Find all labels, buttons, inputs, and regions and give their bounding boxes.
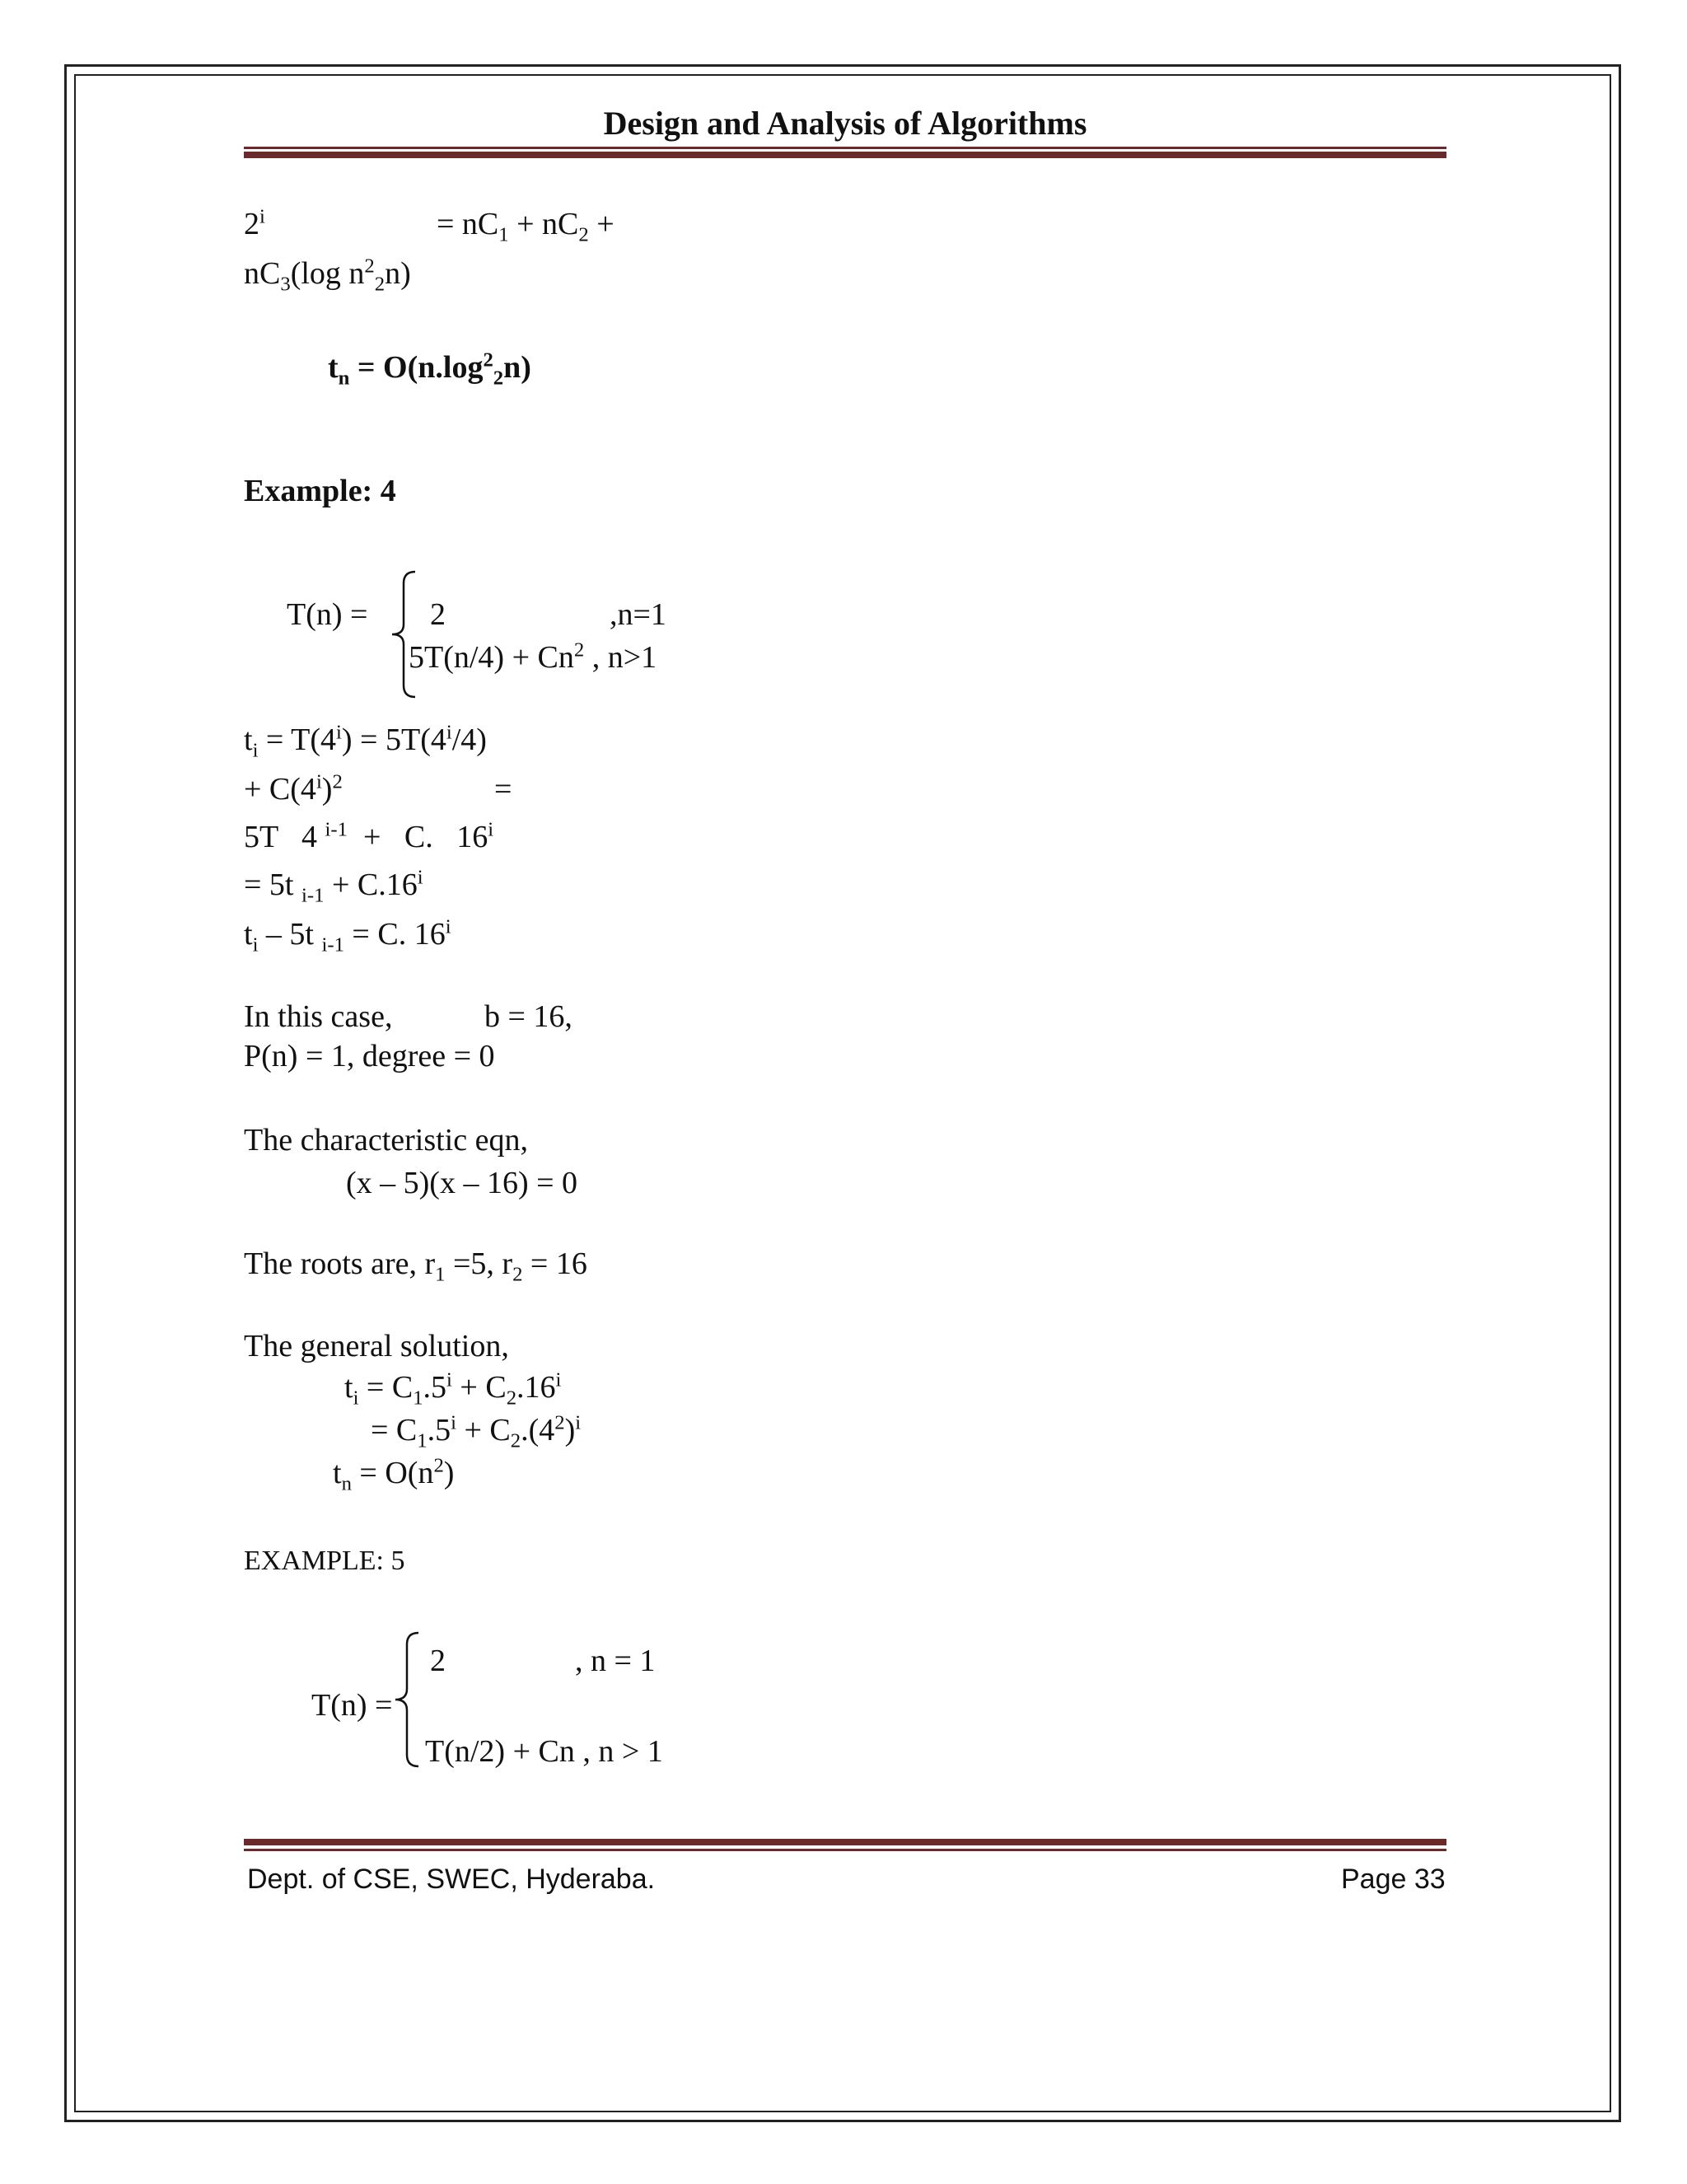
footer-page-number: Page 33 xyxy=(1341,1864,1446,1895)
eq-line-1b: = $nC_1 + nC_2$ + xyxy=(437,207,615,246)
ti-line-2-eq: = xyxy=(494,772,512,807)
ti-line-5: $t_i - 5t$ $_{i-1}$ = C. 16$^i$ xyxy=(244,915,451,956)
case-b-value: b = 16, xyxy=(484,999,572,1034)
ex5-case1-cond: , n = 1 xyxy=(575,1644,656,1678)
ex4-case2: $5T(n/4) + Cn^2$ , n>1 xyxy=(409,638,657,675)
eq-line-1a: 2$^i$ xyxy=(244,205,265,241)
ex4-tn-label: T(n) = xyxy=(287,597,368,632)
char-eqn: (x – 5)(x – 16) = 0 xyxy=(346,1166,578,1200)
example-5-heading: EXAMPLE: 5 xyxy=(244,1546,405,1576)
ex4-brace xyxy=(387,568,420,700)
footer-rule-thick xyxy=(244,1839,1446,1845)
ti-line-1: $t_i = T(4^i) = 5T(4^i/4)$ xyxy=(244,721,487,762)
roots-line: The roots are, $r_1 =5$, $r_2 = 16$ xyxy=(244,1246,587,1286)
pn-degree: P(n) = 1, degree = 0 xyxy=(244,1039,495,1073)
ex4-case1-cond: ,n=1 xyxy=(610,597,666,632)
result-tn-bold: $t_n = O(n.\log^2_2n)$ xyxy=(328,348,531,390)
general-solution-line-3: $t_n = O(n^2)$ xyxy=(333,1454,455,1495)
header-rule-thick xyxy=(244,152,1446,158)
char-eqn-label: The characteristic eqn, xyxy=(244,1123,528,1157)
case-text: In this case, xyxy=(244,999,393,1034)
example-4-heading: Example: 4 xyxy=(244,474,396,508)
eq-line-2: $nC_3(\log$ $n^2_2n$) xyxy=(244,255,411,296)
ex5-tn-label: T(n) = xyxy=(311,1688,393,1723)
ex5-case2: T(n/2) + Cn , n > 1 xyxy=(425,1734,663,1769)
ex4-case1-value: 2 xyxy=(430,597,446,632)
ti-line-3: 5T 4 $^{i-1}$ + C. 16$^i$ xyxy=(244,818,494,854)
ex5-case1-value: 2 xyxy=(430,1644,446,1678)
ex5-brace xyxy=(390,1630,423,1770)
general-solution-line-2: = $C_1.5^i + C_2.(4^2)^i$ xyxy=(371,1411,582,1452)
header-rule-thin xyxy=(244,147,1446,149)
ti-line-2: + $C(4^i)^2$ xyxy=(244,770,343,807)
page-border-inner xyxy=(74,74,1611,2112)
ti-line-4: = 5t $_{i-1} + C.16^i$ xyxy=(244,866,423,907)
header-title: Design and Analysis of Algorithms xyxy=(603,105,1087,142)
general-solution-line-1: $t_i = C_1.5^i + C_2.16^i$ xyxy=(344,1368,562,1410)
footer-dept: Dept. of CSE, SWEC, Hyderaba. xyxy=(247,1864,656,1895)
general-solution-label: The general solution, xyxy=(244,1329,509,1363)
footer-rule-thin xyxy=(244,1849,1446,1851)
